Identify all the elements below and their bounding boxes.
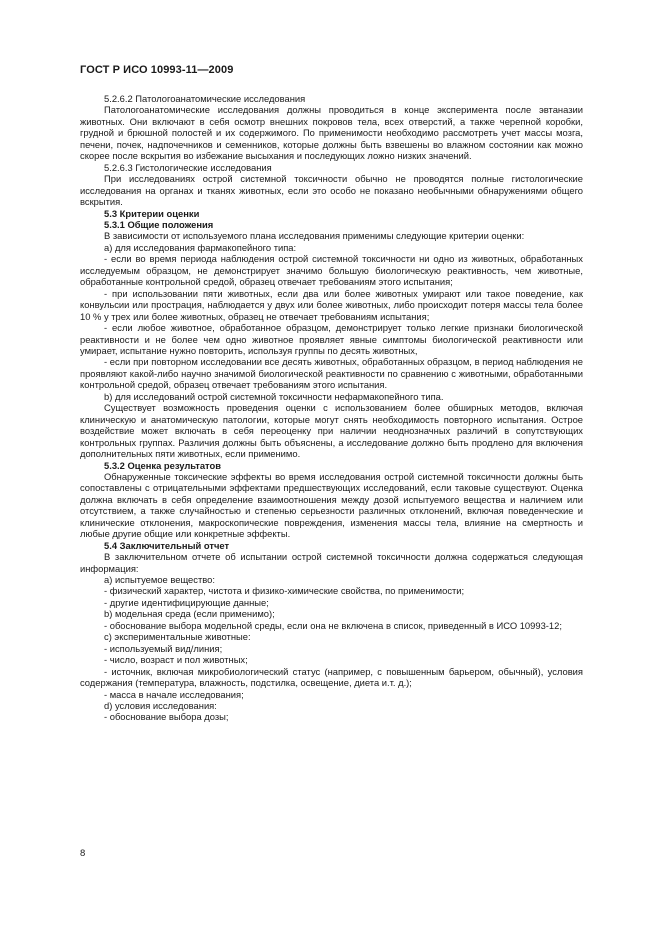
- paragraph: с) экспериментальные животные:: [104, 631, 251, 643]
- paragraph: - если любое животное, обработанное образцом, демонстрирует только легкие признаки биологической реактивности и не более чем одно животное проявляет явные симптомы биологической реактивности или умирает, испытание нужно повторить, используя группы по десять животных,: [80, 322, 583, 356]
- paragraph: - другие идентифицирующие данные;: [104, 596, 269, 608]
- paragraph: При исследованиях острой системной токсичности обычно не проводятся полные гистологические исследования на органах и тканях животных, если это особо не показано необычными обнаружениями общего вскрытия.: [80, 173, 583, 208]
- document-body: [80, 93, 583, 723]
- paragraph: 5.2.6.2 Патологоанатомические исследования: [104, 93, 306, 104]
- paragraph: Патологоанатомические исследования должны проводиться в конце эксперимента после эвтаназии животных. Они включают в себя осмотр внешних покровов тела, всех отверстий, а также черепной коробки, грудной и брюшной полостей и их содержимого. По применимости необходимо рассмотреть учет массы мозга, печени, почек, надпочечников и семенников, которые должны быть взвешены во влажном состоянии как можно скорее после вскрытия во избежание высыхания и последующих ложно низких значений.: [80, 104, 583, 162]
- paragraph: Обнаруженные токсические эффекты во время исследования острой системной токсичности должны быть сопоставлены с отрицательными эффектами предшествующих исследований, если таковые существуют. Оценка должна включать в себя определение взаимоотношения между дозой испытуемого вещества и наличием или отсутствием, а также случайностью и степенью серьезности различных отклонений, включая поведенческие и клинические отклонения, макроскопические повреждения, изменения массы тела, влияние на смертность и любые другие общие или конкретные эффекты.: [80, 470, 583, 540]
- standard-header: ГОСТ Р ИСО 10993-11—2009: [80, 64, 234, 76]
- paragraph: Существует возможность проведения оценки с использованием более обширных методов, включая клиническую и анатомическую патологии, которые могут снять необходимость повторного испытания. Острое воздействие может включать в себя переоценку при наличии неоднозначных различий в сопутствующих контрольных группах. Различия должны быть объяснены, а исследование должно быть продлено для включения дополнительных пяти животных, если применимо.: [80, 402, 583, 460]
- section-heading: 5.4 Заключительный отчет: [104, 539, 230, 551]
- paragraph: В заключительном отчете об испытании острой системной токсичности должна содержаться следующая информация:: [80, 551, 583, 574]
- paragraph: b) модельная среда (если применимо);: [104, 608, 275, 620]
- section-heading: 5.3 Критерии оценки: [104, 207, 200, 219]
- paragraph: а) для исследования фармакопейного типа:: [104, 241, 297, 253]
- paragraph: - физический характер, чистота и физико-химические свойства, по применимости;: [104, 585, 465, 597]
- paragraph: - число, возраст и пол животных;: [104, 654, 248, 666]
- paragraph: - обоснование выбора дозы;: [104, 711, 229, 723]
- paragraph: - источник, включая микробиологический статус (например, с повышенным барьером, обычный), условия содержания (температура, влажность, подстилка, освещение, диета и.т. д.);: [80, 665, 583, 689]
- paragraph: - масса в начале исследования;: [104, 688, 244, 700]
- page-number: 8: [80, 848, 86, 859]
- paragraph: - используемый вид/линия;: [104, 642, 223, 654]
- paragraph: - при использовании пяти животных, если два или более животных умирают или такое поведение, как конвульсии или прострация, наблюдается у двух или более животных, либо происходит потеря массы тела более 10 % у трех или более животных, образец не отвечает требованиям испытания;: [80, 287, 583, 322]
- paragraph: В зависимости от используемого плана исследования применимы следующие критерии оценки:: [104, 230, 525, 242]
- paragraph: - если во время периода наблюдения острой системной токсичности ни одно из животных, обработанных исследуемым образцом, не демонстрирует значимо большую биологическую реактивность, чем животные, обработанные контрольной средой, образец отвечает требованиям этого испытания;: [80, 253, 583, 288]
- paragraph: b) для исследований острой системной токсичности нефармакопейного типа.: [104, 390, 444, 402]
- section-heading: 5.3.1 Общие положения: [104, 218, 214, 230]
- paragraph: 5.2.6.3 Гистологические исследования: [104, 161, 272, 173]
- paragraph: а) испытуемое вещество:: [104, 574, 215, 586]
- paragraph: - обоснование выбора модельной среды, если она не включена в список, приведенный в ИСО 10993-12;: [104, 619, 562, 631]
- section-heading: 5.3.2 Оценка результатов: [104, 459, 222, 471]
- paragraph: - если при повторном исследовании все десять животных, обработанных образцом, в период наблюдения не проявляют какой-либо научно значимой биологической реактивности по сравнению с животными, обработанными контрольной средой, образец отвечает требованиям этого испытания.: [80, 356, 583, 391]
- paragraph: d) условия исследования:: [104, 700, 217, 712]
